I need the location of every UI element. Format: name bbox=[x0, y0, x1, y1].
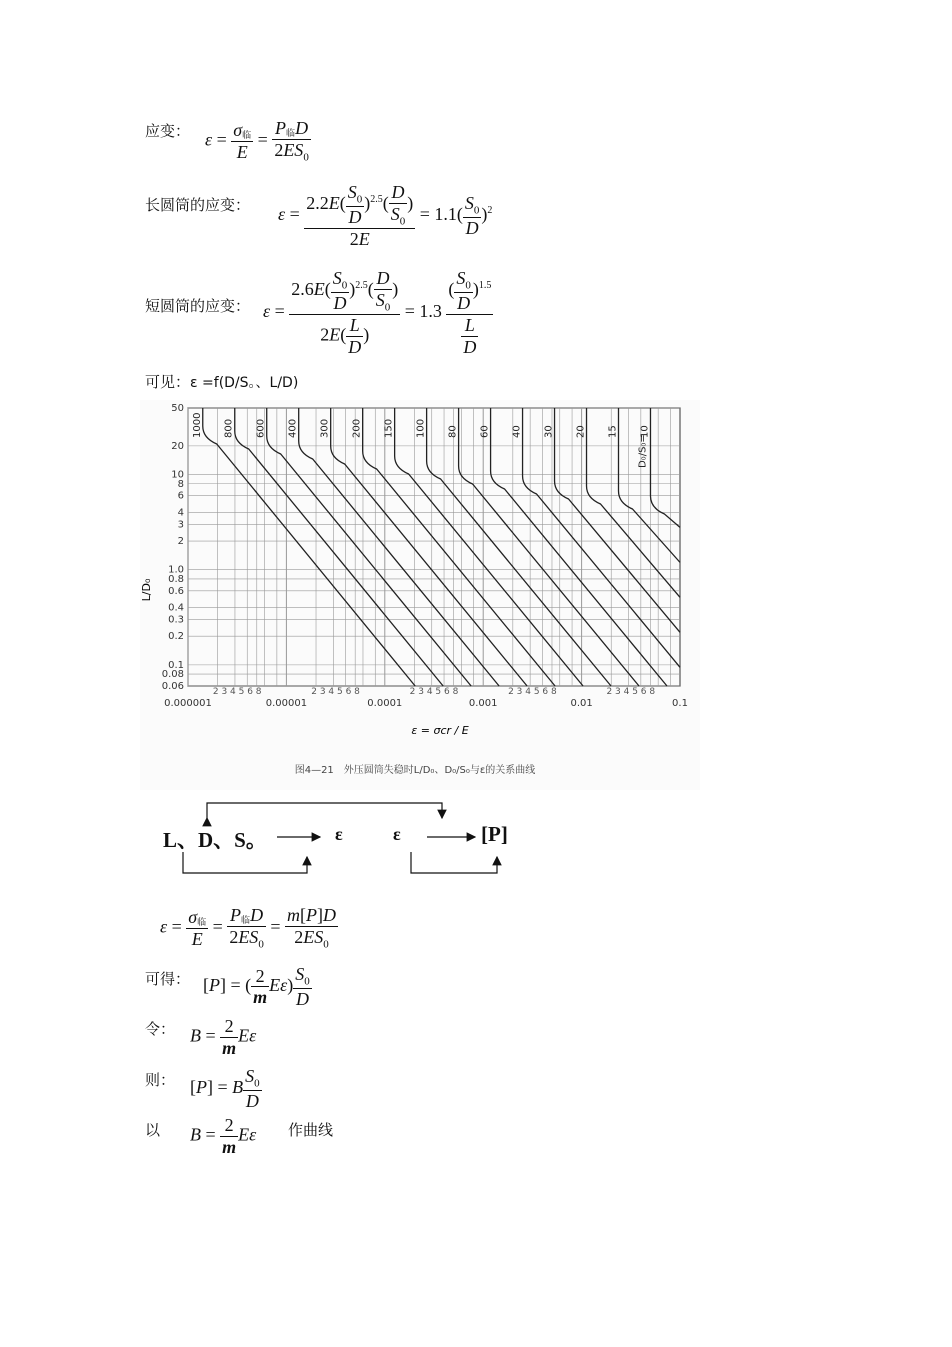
long-strain-equation: ε = 2.2E( $\frac{S_0}{D}$ )$^{2.5}$( $\frac{D}{S_0}$ ) 2E = 1.1( $\frac{S_0}{D}$ )$^2$ bbox=[278, 182, 493, 249]
y-tick-label: 0.3 bbox=[168, 614, 184, 626]
y-tick-label: 4 bbox=[177, 507, 184, 519]
curve-label: 100 bbox=[415, 418, 427, 438]
y-tick-label: 0.8 bbox=[168, 573, 184, 585]
strain-label: 应变： bbox=[145, 122, 191, 140]
x-tick-label: 0.1 bbox=[672, 698, 688, 709]
curve-label: 20 bbox=[575, 425, 587, 438]
curve-label: 80 bbox=[447, 425, 459, 438]
y-tick-label: 2 bbox=[177, 536, 184, 548]
x-tick-label: 0.0001 bbox=[367, 698, 403, 709]
curve-label: 600 bbox=[255, 418, 267, 438]
strain-allowable-equation: ε = $\frac{\text{σ临}}{E}$ = $\frac{\text{P临D}}{2ES_0}$ = $\frac{m[P]D}{2ES_0}$ bbox=[160, 905, 336, 951]
x-minor-labels: 2 3 4 5 6 8 bbox=[508, 687, 557, 697]
y-axis-label: L/D₀ bbox=[140, 578, 153, 602]
y-tick-label: 0.1 bbox=[168, 659, 184, 671]
x-tick-label: 0.001 bbox=[468, 698, 498, 709]
curve-label: 200 bbox=[351, 418, 363, 438]
curve-label: 10 bbox=[639, 425, 651, 438]
y-tick-label: 1.0 bbox=[168, 564, 184, 576]
flow-result: [P] bbox=[481, 822, 508, 846]
curve-label: 1000 bbox=[191, 412, 203, 438]
b-curve-equation: B = $\frac{2}{m}$ Eε bbox=[190, 1115, 257, 1157]
pressure-b-equation: [P] = B $\frac{S_0}{D}$ bbox=[190, 1066, 260, 1112]
long-strain-label: 长圆筒的应变： bbox=[145, 196, 251, 214]
curve-label: 30 bbox=[543, 425, 555, 438]
short-strain-label: 短圆筒的应变： bbox=[145, 297, 251, 315]
curve-label: 60 bbox=[479, 425, 491, 438]
x-tick-label: 0.00001 bbox=[265, 698, 308, 709]
obtain-label: 可得： bbox=[145, 970, 191, 988]
x-tick-label: 0.000001 bbox=[164, 698, 212, 709]
y-tick-label: 0.6 bbox=[168, 585, 184, 597]
curve-label: 40 bbox=[511, 425, 523, 438]
flow-diagram bbox=[155, 800, 535, 880]
visible-expression: ε =f(D/S。、L/D) bbox=[190, 375, 299, 391]
y-tick-label: 0.2 bbox=[168, 631, 184, 643]
allowable-pressure-equation: [P] = ( $\frac{2}{m}$ Eε) $\frac{S_0}{D}$ bbox=[203, 964, 310, 1010]
y-tick-label: 6 bbox=[177, 490, 184, 502]
strain-equation: ε = $\frac{\text{σ临}}{E}$ = $\frac{\text{P临D}}{2ES_0}$ bbox=[205, 118, 309, 164]
y-tick-label: 0.06 bbox=[161, 681, 184, 692]
x-minor-labels: 2 3 4 5 6 8 bbox=[311, 687, 360, 697]
y-tick-label: 10 bbox=[171, 469, 184, 481]
y-tick-label: 0.08 bbox=[161, 669, 184, 681]
y-tick-label: 8 bbox=[177, 478, 184, 490]
flow-inputs: L、D、S。 bbox=[163, 828, 267, 852]
flow-epsilon-2: ε bbox=[393, 824, 401, 844]
x-minor-labels: 2 3 4 5 6 8 bbox=[212, 687, 262, 697]
stability-chart bbox=[140, 400, 700, 790]
curve-label: 150 bbox=[383, 418, 395, 438]
short-coef: = 1.3 bbox=[404, 300, 442, 321]
b-definition-equation: B = $\frac{2}{m}$ Eε bbox=[190, 1016, 257, 1058]
then-label: 则： bbox=[145, 1071, 176, 1089]
y-tick-label: 50 bbox=[171, 403, 184, 414]
flow-epsilon-1: ε bbox=[335, 824, 343, 844]
curve-label: 15 bbox=[607, 425, 619, 438]
curve-label: 400 bbox=[287, 418, 299, 438]
y-tick-label: 20 bbox=[171, 440, 184, 452]
x-minor-labels: 2 3 4 5 6 8 bbox=[409, 687, 459, 697]
y-tick-label: 0.4 bbox=[168, 602, 184, 614]
with-label: 以 bbox=[145, 1121, 161, 1139]
y-tick-label: 3 bbox=[177, 519, 184, 531]
figure-caption: 图4—21 外压圆筒失稳时L/D₀、D₀/S₀与ε的关系曲线 bbox=[294, 765, 536, 776]
short-strain-equation: ε = 2.6E( $\frac{S_0}{D}$ )$^{2.5}$( $\frac{D}{S_0}$ ) 2E( $\frac{L}{D}$ ) = 1.3 ( $\frac{S_0}{D}$ )$^{1.5}$ $\frac{L}{D}$ bbox=[263, 268, 492, 357]
draw-curve-label: 作曲线 bbox=[288, 1121, 334, 1139]
chart-svg bbox=[140, 400, 700, 790]
let-label: 令： bbox=[145, 1020, 176, 1038]
curve-label: 800 bbox=[223, 418, 235, 438]
x-axis-label: ε = σcr / E bbox=[411, 724, 469, 737]
curve-label: 300 bbox=[319, 418, 331, 438]
x-minor-labels: 2 3 4 5 6 8 bbox=[606, 687, 656, 697]
curve-parameter-label: D₀/S₀= bbox=[637, 434, 649, 468]
x-tick-label: 0.01 bbox=[570, 698, 593, 709]
visible-label: 可见：ε =f(D/S。、L/D) bbox=[145, 373, 299, 391]
